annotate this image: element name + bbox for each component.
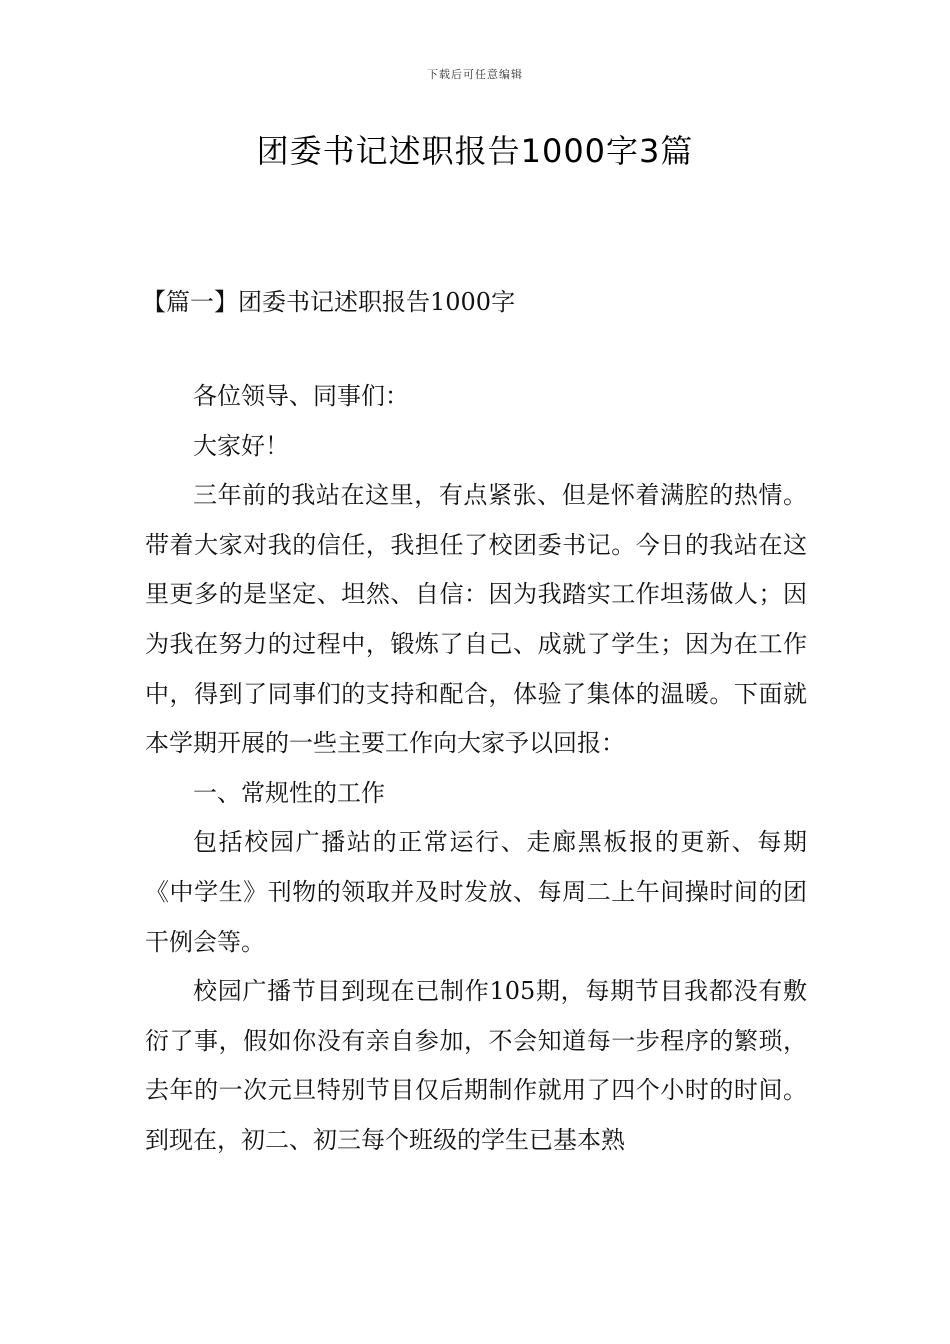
salutation: 各位领导、同事们： <box>193 382 409 410</box>
body-text <box>145 372 807 1166</box>
document-title: 团委书记述职报告1000字3篇 <box>256 132 694 170</box>
paragraph-broadcast: 校园广播节目到现在已制作105期，每期节目我都没有敷衍了事，假如你没有亲自参加，不会知道每一步程序的繁琐，去年的一次元旦特别节目仅后期制作就用了四个小时的时间。到现在，初二、初三每个班级的学生已基本熟 <box>145 977 807 1154</box>
paragraph-intro: 三年前的我站在这里，有点紧张、但是怀着满腔的热情。带着大家对我的信任，我担任了校团委书记。今日的我站在这里更多的是坚定、坦然、自信：因为我踏实工作坦荡做人；因为我在努力的过程中，锻炼了自己、成就了学生；因为在工作中，得到了同事们的支持和配合，体验了集体的温暖。下面就本学期开展的一些主要工作向大家予以回报： <box>145 481 807 758</box>
section-heading: 【篇一】团委书记述职报告1000字 <box>142 288 516 316</box>
paragraph-routine-work: 包括校园广播站的正常运行、走廊黑板报的更新、每期《中学生》刊物的领取并及时发放、每周二上午间操时间的团干例会等。 <box>145 828 807 956</box>
greeting: 大家好！ <box>193 431 289 460</box>
header-note: 下载后可任意编辑 <box>427 68 523 81</box>
subheading-routine-work: 一、常规性的工作 <box>193 778 385 807</box>
